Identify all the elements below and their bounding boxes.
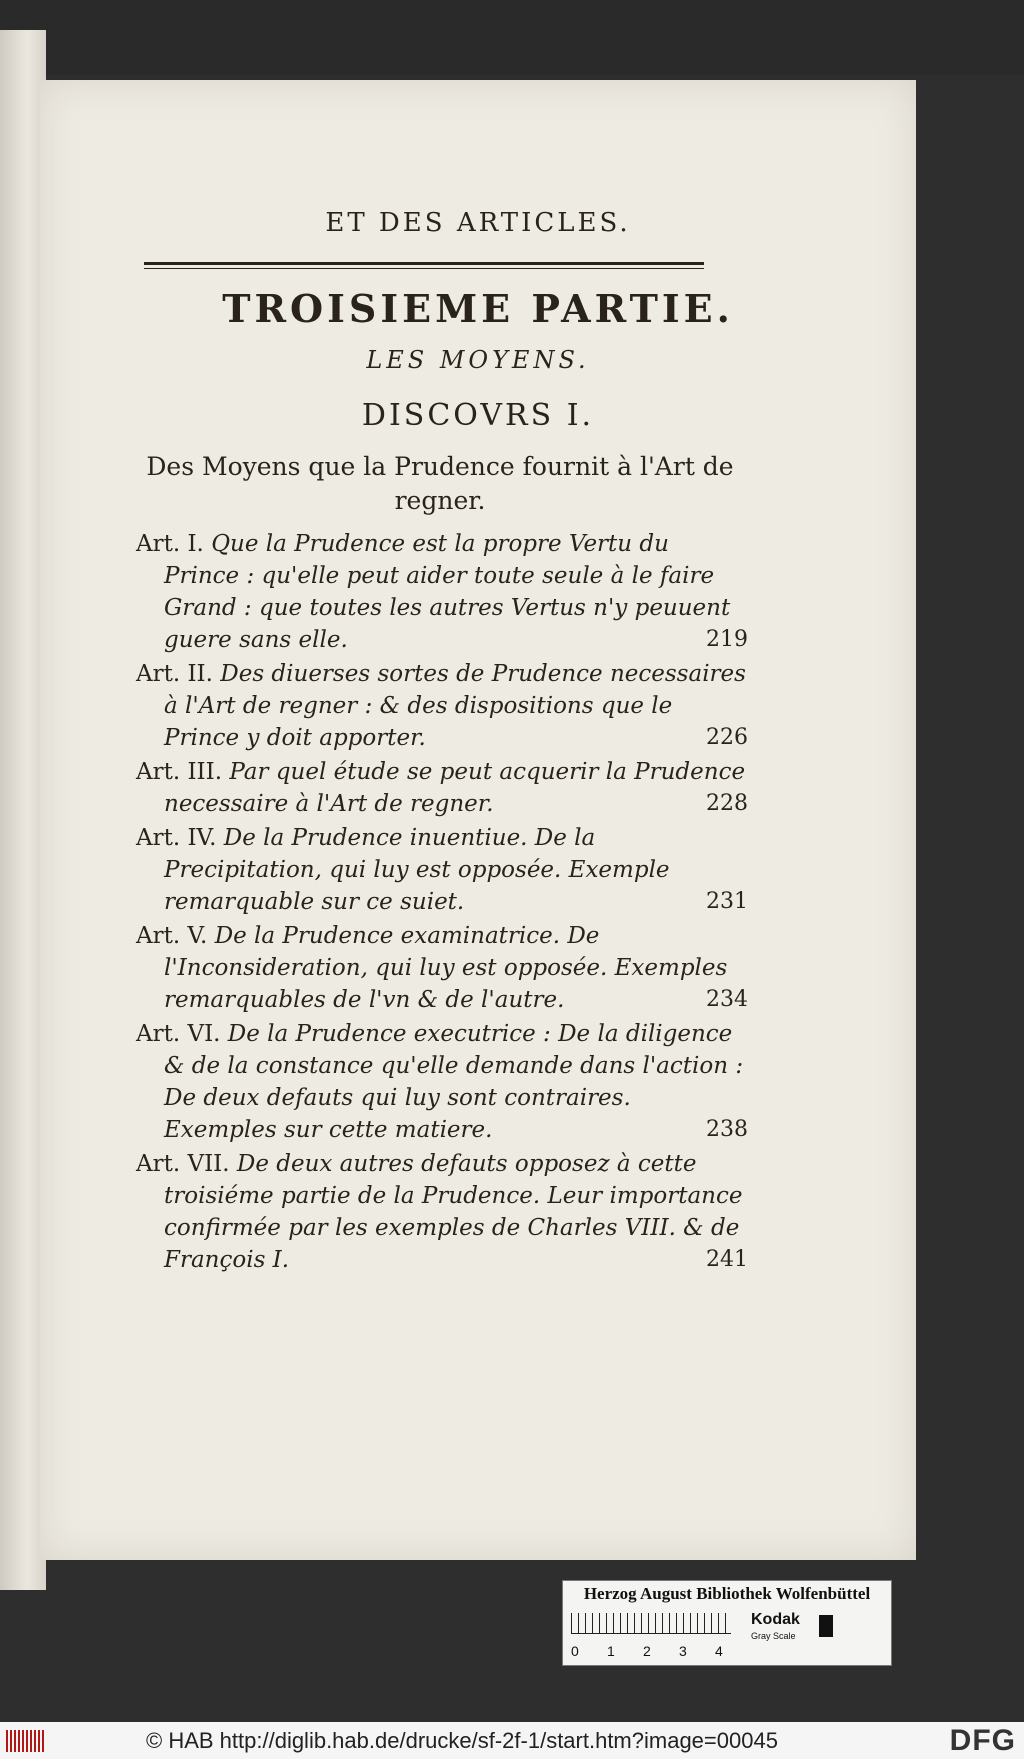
part-title: TROISIEME PARTIE. xyxy=(222,286,734,331)
scale-number: 0 xyxy=(571,1643,579,1659)
article-label: Art. V. xyxy=(136,923,208,949)
running-head: ET DES ARTICLES. xyxy=(325,208,631,238)
article-body xyxy=(136,1148,748,1276)
article-page-number: 228 xyxy=(706,791,748,816)
library-color-scale-stamp xyxy=(562,1580,892,1666)
article-text: De deux autres defauts opposez à cette troisiéme partie de la Prudence. Leur importance confirmée par les exemples de Charles VIII. & de François I. xyxy=(164,1151,743,1273)
article-page-number: 231 xyxy=(706,889,748,914)
article-text: De la Prudence executrice : De la diligence & de la constance qu'elle demande dans l'action : De deux defauts qui luy sont contraires. Exemples sur cette matiere. xyxy=(164,1021,744,1143)
barcode-icon xyxy=(6,1730,46,1752)
article-text: Par quel étude se peut acquerir la Prudence necessaire à l'Art de regner. xyxy=(164,759,746,817)
article-body xyxy=(136,658,748,754)
article-body xyxy=(136,756,748,820)
article-label: Art. VII. xyxy=(136,1151,230,1177)
scale-number: 2 xyxy=(643,1643,651,1659)
article-text: De la Prudence inuentiue. De la Precipitation, qui luy est opposée. Exemple remarquable sur ce suiet. xyxy=(164,825,670,915)
article-entry xyxy=(136,658,748,754)
article-text: De la Prudence examinatrice. De l'Inconsideration, qui luy est opposée. Exemples remarquables de l'vn & de l'autre. xyxy=(164,923,728,1013)
part-subtitle: LES MOYENS. xyxy=(366,346,590,374)
article-entry xyxy=(136,920,748,1016)
dfg-logo: DFG xyxy=(949,1724,1016,1757)
article-page-number: 226 xyxy=(706,725,748,750)
article-page-number: 238 xyxy=(706,1117,748,1142)
header-rule xyxy=(144,262,704,265)
article-entry xyxy=(136,756,748,820)
gray-patch xyxy=(819,1615,833,1637)
book-page xyxy=(40,80,916,1560)
article-label: Art. IV. xyxy=(136,825,217,851)
article-page-number: 241 xyxy=(706,1247,748,1272)
footer-bar xyxy=(0,1722,1024,1759)
article-entry xyxy=(136,1018,748,1146)
header-rule-thin xyxy=(144,268,704,269)
article-page-number: 219 xyxy=(706,627,748,652)
gray-scale-label: Gray Scale xyxy=(751,1631,796,1641)
article-text: Des diuerses sortes de Prudence necessaires à l'Art de regner : & des dispositions que le Prince y doit apporter. xyxy=(164,661,746,751)
article-page-number: 234 xyxy=(706,987,748,1012)
kodak-logo: Kodak xyxy=(751,1611,800,1628)
stamp-title: Herzog August Bibliothek Wolfenbüttel xyxy=(583,1584,871,1603)
scan-background xyxy=(0,0,1024,75)
copyright-url[interactable]: © HAB http://diglib.hab.de/drucke/sf-2f-1/start.htm?image=00045 xyxy=(146,1728,778,1753)
article-entry xyxy=(136,1148,748,1276)
discourse-title: DISCOVRS I. xyxy=(361,398,595,433)
article-label: Art. I. xyxy=(136,531,204,557)
article-label: Art. VI. xyxy=(136,1021,221,1047)
page-content xyxy=(40,80,916,1560)
scale-number: 4 xyxy=(715,1643,723,1659)
article-body xyxy=(136,528,748,656)
scale-number: 1 xyxy=(607,1643,615,1659)
article-body xyxy=(136,822,748,918)
article-entry xyxy=(136,528,748,656)
article-body xyxy=(136,920,748,1016)
discourse-description: Des Moyens que la Prudence fournit à l'Art de regner. xyxy=(146,452,734,515)
ruler-scale xyxy=(571,1613,731,1634)
article-label: Art. II. xyxy=(136,661,213,687)
article-entry xyxy=(136,822,748,918)
article-label: Art. III. xyxy=(136,759,223,785)
article-body xyxy=(136,1018,748,1146)
article-list xyxy=(136,528,748,1278)
article-text: Que la Prudence est la propre Vertu du Prince : qu'elle peut aider toute seule à le faire Grand : que toutes les autres Vertus n'y peuuent guere sans elle. xyxy=(164,531,731,653)
scale-number: 3 xyxy=(679,1643,687,1659)
